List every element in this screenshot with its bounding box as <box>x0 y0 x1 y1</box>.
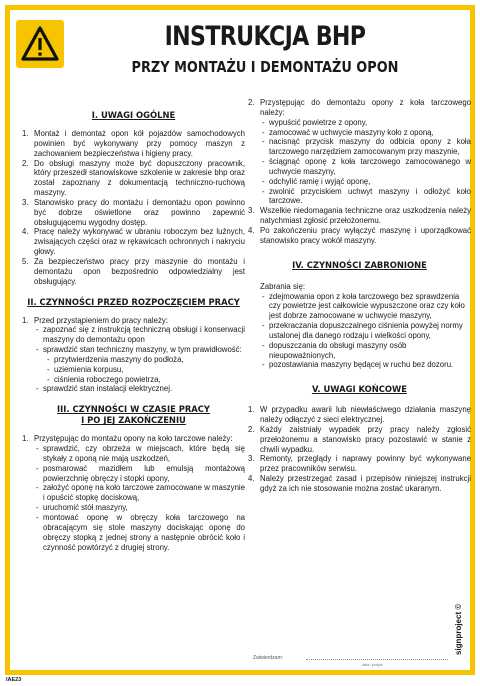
list-item: - ściągnąć oponę z koła tarczowego zamocowanego w uchwycie maszyny, <box>260 157 471 177</box>
list-item: - sprawdzić stan techniczny maszyny, w tym prawidłowość: <box>34 345 245 355</box>
list-item: - dopuszczania do obsługi maszyny osób nieupoważnionych, <box>260 341 471 361</box>
final-list <box>248 405 471 494</box>
list-item: 3. Stanowisko pracy do montażu i demontażu opon powinno być dobrze oświetlone oraz powinno zapewnić obsługującemu wygodny dostęp. <box>22 197 245 227</box>
during-work-list <box>22 434 245 552</box>
list-item: - sprawdzić stan instalacji elektrycznej. <box>34 384 245 394</box>
list-item: 2. Do obsługi maszyny może być dopuszczony pracownik, który przeszedł stanowiskowe szkolenie w zakresie bhp oraz został zapoznany z dokumentacją techniczno-ruchową maszyny. <box>22 158 245 198</box>
list-item: 1. W przypadku awarii lub niewłaściwego działania maszynę należy odłączyć z sieci elektrycznej. <box>248 405 471 425</box>
right-column <box>248 98 471 644</box>
document-code: IAE23 <box>6 677 22 683</box>
section-heading-forbidden: IV. CZYNNOŚCI ZABRONIONE <box>292 259 427 270</box>
list-item: 1. Montaż i demontaż opon kół pojazdów samochodowych powinien być wykonywany przy pomocy maszyn z zachowaniem bezpieczeństwa i higieny pracy. <box>22 129 245 158</box>
list-item: - założyć oponę na koło tarczowe zamocowane w maszynie i opuścić stopkę dociskową, <box>34 483 245 503</box>
during-work-list-continued <box>248 98 471 246</box>
list-item: - sprawdzić, czy obrzeża w miejscach, które będą się stykały z oponą nie mają uszkodzeń, <box>34 444 245 464</box>
list-item: - posmarować mazidłem lub emulsją montażową powierzchnię obręczy i stopki opony, <box>34 464 245 484</box>
list-item: 2. Każdy zaistniały wypadek przy pracy należy zgłosić przełożonemu a stanowisko pracy pozostawić w stanie z chwili wypadku. <box>248 424 471 454</box>
page-subtitle: PRZY MONTAŻU I DEMONTAŻU OPON <box>131 58 399 76</box>
left-column <box>22 98 245 644</box>
date-sign-note: data i podpis <box>362 663 383 667</box>
list-item: - zamocować w uchwycie maszyny koło z oponą, <box>260 128 471 138</box>
list-item: 1. Przed przystąpieniem do pracy należy: - zapoznać się z instrukcją techniczną obsługi i konserwacji maszyny do demontażu opon - sprawdzić stan techniczny maszyny, w tym prawidłowość: - przytwierdzenia maszyny do podłoża, - uziemienia korpusu, - ciśnienia roboczego powietrza, - sprawdzić stan instalacji elektrycznej. <box>22 316 245 395</box>
list-item: 5. Za bezpieczeństwo pracy przy maszynie do montażu i demontażu opon bezpośrednio odpowiedzialny jest obsługujący. <box>22 256 245 286</box>
before-work-list <box>22 316 245 395</box>
approval-label: Zatwierdzam: <box>253 655 284 661</box>
list-item: 3. Remonty, przeglądy i naprawy powinny być wykonywane przez pracowników serwisu. <box>248 454 471 474</box>
section-heading-final: V. UWAGI KOŃCOWE <box>311 384 407 395</box>
list-item: - zdejmowania opon z koła tarczowego bez sprawdzenia czy powietrze jest całkowicie wypuszczone oraz czy koło jest dobrze zamocowane w uchwycie maszyny, <box>260 292 471 322</box>
list-item: - uruchomić stół maszyny, <box>34 503 245 513</box>
list-item: - uziemienia korpusu, <box>34 365 245 375</box>
list-item: - ciśnienia roboczego powietrza, <box>34 375 245 385</box>
list-item: 3. Wszelkie niedomagania techniczne oraz uszkodzenia należy natychmiast zgłosić przełożonemu. <box>248 206 471 226</box>
list-item: - odchylić ramię i wyjąć oponę, <box>260 177 471 187</box>
forbidden-intro: Zabrania się: <box>260 281 306 291</box>
signature-line[interactable] <box>306 659 448 660</box>
brand-logo: signproject © <box>454 603 463 655</box>
general-list <box>22 129 245 287</box>
list-item: - nacisnąć przycisk maszyny do odbicia opony z koła tarczowego narzędziem zamocowanym przy maszynie, <box>260 137 471 157</box>
list-item: 4. Należy przestrzegać zasad i przepisów niniejszej instrukcji gdyż za ich nie stosowanie można zostać ukaranym. <box>248 474 471 493</box>
section-heading-during-work: III. CZYNNOŚCI W CZASIE PRACY I PO JEJ ZAKOŃCZENIU <box>57 404 210 426</box>
warning-triangle-icon <box>16 20 64 68</box>
forbidden-list <box>248 292 471 371</box>
list-item: 4. Pracę należy wykonywać w ubraniu roboczym bez luźnych, zwisających części oraz w rękawicach ochronnych i nakryciu głowy. <box>22 227 245 257</box>
list-item: 1. Przystępując do montażu opony na koło tarczowe należy: - sprawdzić, czy obrzeża w miejscach, które będą się stykały z oponą nie mają uszkodzeń, - posmarować mazidłem lub emulsją montażową powierzchnię obręczy i stopki opony, - założyć oponę na koło tarczowe zamocowane w maszynie i opuścić stopkę dociskową, - uruchomić stół maszyny, - montować oponę w obręczy koła tarczowego na obracającym się stole maszyny dociskając oponę do obręczy stopką z jednej strony a następnie obrócić koło i czynność powtórzyć z drugiej strony. <box>22 434 245 552</box>
section-heading-general: I. UWAGI OGÓLNE <box>91 110 176 120</box>
list-item: 4. Po zakończeniu pracy wyłączyć maszynę i uporządkować stanowisko pracy wokół maszyny. <box>248 225 471 245</box>
list-item: - przytwierdzenia maszyny do podłoża, <box>34 355 245 365</box>
section-heading-before-work: II. CZYNNOŚCI PRZED ROZPOCZĘCIEM PRACY <box>27 296 240 307</box>
list-item: 2. Przystępując do demontażu opony z koła tarczowego należy: - wypuścić powietrze z opony, - zamocować w uchwycie maszyny koło z oponą, - nacisnąć przycisk maszyny do odbicia opony z koła tarczowego narzędziem zamocowanym przy maszynie, - ściągnąć oponę z koła tarczowego zamocowanego w uchwycie maszyny, - odchylić ramię i wyjąć oponę, - zwolnić przyciskiem uchwyt maszyny i odłożyć koło tarczowe. <box>248 98 471 206</box>
list-item: - montować oponę w obręczy koła tarczowego na obracającym się stole maszyny dociskając oponę do obręczy stopką z jednej strony a następnie obrócić koło i czynność powtórzyć z drugiej strony. <box>34 513 245 552</box>
list-item: - pozostawiania maszyny będącej w ruchu bez dozoru. <box>260 360 471 370</box>
list-item: - przekraczania dopuszczalnego ciśnienia powyżej normy ustalonej dla danego rodzaju i wielkości opony, <box>260 321 471 341</box>
list-item: - zapoznać się z instrukcją techniczną obsługi i konserwacji maszyny do demontażu opon <box>34 325 245 345</box>
list-item: - wypuścić powietrze z opony, <box>260 118 471 128</box>
page-title: INSTRUKCJA BHP <box>164 21 366 52</box>
list-item: - zwolnić przyciskiem uchwyt maszyny i odłożyć koło tarczowe. <box>260 187 471 207</box>
